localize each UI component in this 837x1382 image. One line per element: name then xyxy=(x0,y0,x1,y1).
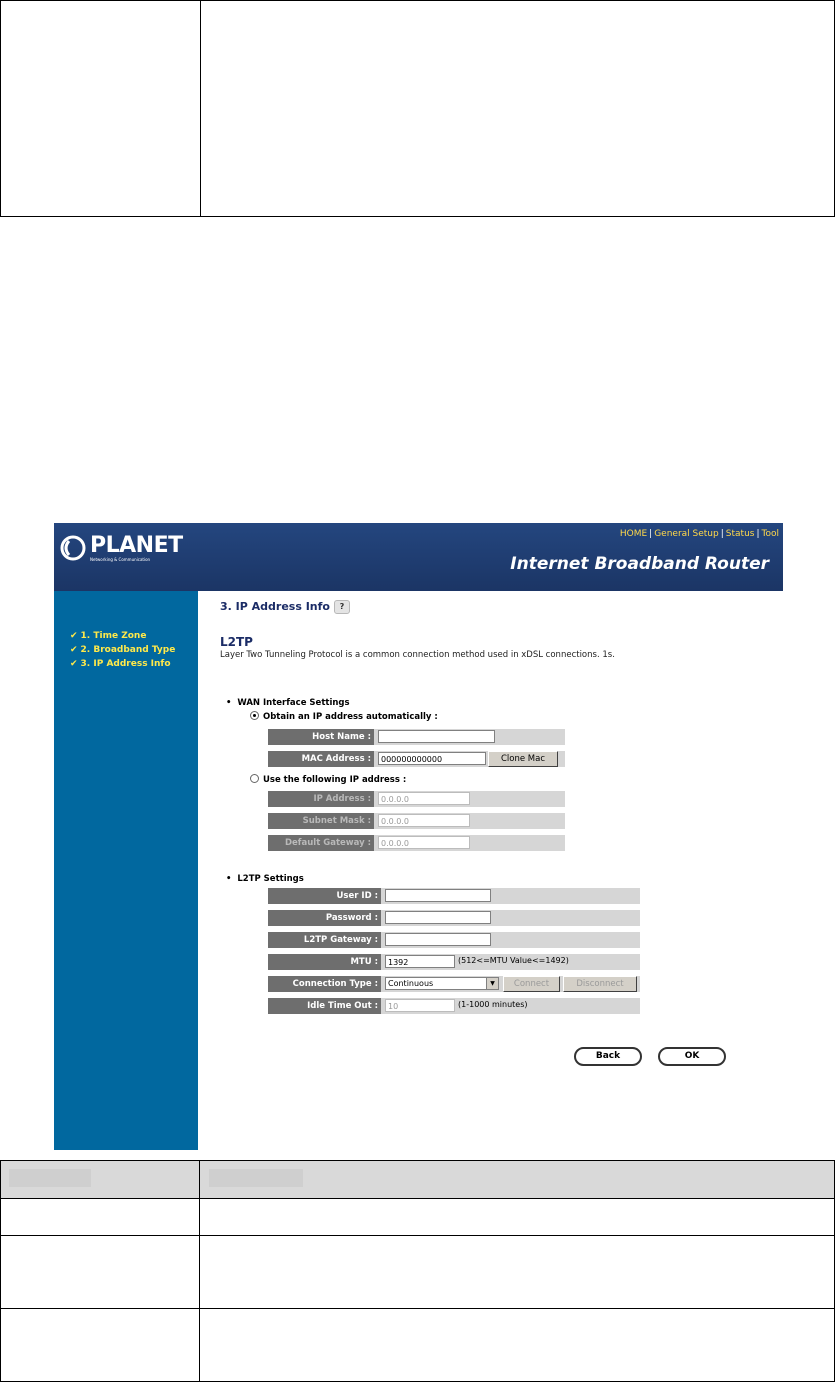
connect-button[interactable]: Connect xyxy=(503,976,560,992)
host-name-row xyxy=(268,729,565,745)
help-icon[interactable]: ? xyxy=(334,600,350,614)
doc-table-row xyxy=(0,1308,835,1382)
l2tp-settings-heading: • L2TP Settings xyxy=(226,874,304,884)
mac-address-row xyxy=(268,751,565,767)
clone-mac-button[interactable]: Clone Mac xyxy=(488,751,558,767)
l2tp-gateway-label: L2TP Gateway : xyxy=(268,932,381,948)
wan-settings-heading: • WAN Interface Settings xyxy=(226,698,350,708)
sidebar-item-time-zone[interactable]: ✔ 1. Time Zone xyxy=(70,631,147,641)
idle-timeout-hint: (1-1000 minutes) xyxy=(458,1000,528,1009)
main-content xyxy=(198,591,783,1150)
password-label: Password : xyxy=(268,910,381,926)
l2tp-gateway-row xyxy=(268,932,640,948)
table-column-divider xyxy=(199,1160,200,1382)
mac-address-label: MAC Address : xyxy=(268,751,374,767)
sidebar xyxy=(54,591,198,1150)
default-gateway-label: Default Gateway : xyxy=(268,835,374,851)
user-id-row xyxy=(268,888,640,904)
section-title: 3. IP Address Info ? xyxy=(220,600,350,614)
planet-logo-icon xyxy=(60,535,86,561)
ip-address-input[interactable]: 0.0.0.0 xyxy=(378,792,470,805)
idle-timeout-input[interactable]: 10 xyxy=(385,999,455,1012)
nav-link-home[interactable]: HOME xyxy=(619,529,648,539)
router-header xyxy=(54,523,783,591)
subnet-mask-input[interactable]: 0.0.0.0 xyxy=(378,814,470,827)
top-nav: HOME | General Setup | Status | Tool xyxy=(619,529,779,539)
nav-link-tool[interactable]: Tool xyxy=(761,529,779,539)
ok-button[interactable]: OK xyxy=(658,1047,726,1066)
connection-title: L2TP xyxy=(220,635,253,649)
doc-table-header-row xyxy=(0,1160,835,1198)
l2tp-gateway-input[interactable] xyxy=(385,933,491,946)
connection-type-row xyxy=(268,976,640,992)
back-button[interactable]: Back xyxy=(574,1047,642,1066)
check-icon: ✔ xyxy=(70,659,78,669)
subnet-mask-label: Subnet Mask : xyxy=(268,813,374,829)
password-input[interactable] xyxy=(385,911,491,924)
product-title: Internet Broadband Router xyxy=(510,554,769,574)
connection-type-select[interactable]: Continuous ▼ xyxy=(385,977,499,990)
doc-table-row xyxy=(0,1198,835,1235)
default-gateway-row xyxy=(268,835,565,851)
disconnect-button[interactable]: Disconnect xyxy=(563,976,637,992)
chevron-down-icon[interactable]: ▼ xyxy=(486,978,498,989)
host-name-label: Host Name : xyxy=(268,729,374,745)
mtu-input[interactable]: 1392 xyxy=(385,955,455,968)
radio-selected-icon[interactable] xyxy=(250,711,259,720)
user-id-input[interactable] xyxy=(385,889,491,902)
mtu-hint: (512<=MTU Value<=1492) xyxy=(458,956,569,965)
brand-tagline: Networking & Communication xyxy=(90,557,151,562)
connection-type-label: Connection Type : xyxy=(268,976,381,992)
router-screenshot xyxy=(54,523,783,1150)
sidebar-item-ip-address-info[interactable]: ✔ 3. IP Address Info xyxy=(70,659,171,669)
idle-timeout-label: Idle Time Out : xyxy=(268,998,381,1014)
default-gateway-input[interactable]: 0.0.0.0 xyxy=(378,836,470,849)
planet-logo xyxy=(60,533,183,565)
mtu-label: MTU : xyxy=(268,954,381,970)
doc-table-row xyxy=(0,1235,835,1308)
nav-link-status[interactable]: Status xyxy=(725,529,755,539)
user-id-label: User ID : xyxy=(268,888,381,904)
check-icon: ✔ xyxy=(70,645,78,655)
check-icon: ✔ xyxy=(70,631,78,641)
manual-ip-option[interactable]: Use the following IP address : xyxy=(250,773,406,785)
idle-timeout-row xyxy=(268,998,640,1014)
ip-address-row xyxy=(268,791,565,807)
radio-unselected-icon[interactable] xyxy=(250,774,259,783)
ip-address-label: IP Address : xyxy=(268,791,374,807)
auto-ip-option[interactable]: Obtain an IP address automatically : xyxy=(250,710,438,722)
host-name-input[interactable] xyxy=(378,730,495,743)
table-column-divider xyxy=(200,1,201,216)
nav-link-general-setup[interactable]: General Setup xyxy=(654,529,719,539)
sidebar-item-broadband-type[interactable]: ✔ 2. Broadband Type xyxy=(70,645,176,655)
mac-address-input[interactable]: 000000000000 xyxy=(378,752,486,765)
brand-name: PLANET xyxy=(90,533,183,558)
connection-description: Layer Two Tunneling Protocol is a common connection method used in xDSL connections. 1s. xyxy=(220,650,615,660)
password-row xyxy=(268,910,640,926)
subnet-mask-row xyxy=(268,813,565,829)
mtu-row xyxy=(268,954,640,970)
doc-table-top xyxy=(0,0,835,217)
